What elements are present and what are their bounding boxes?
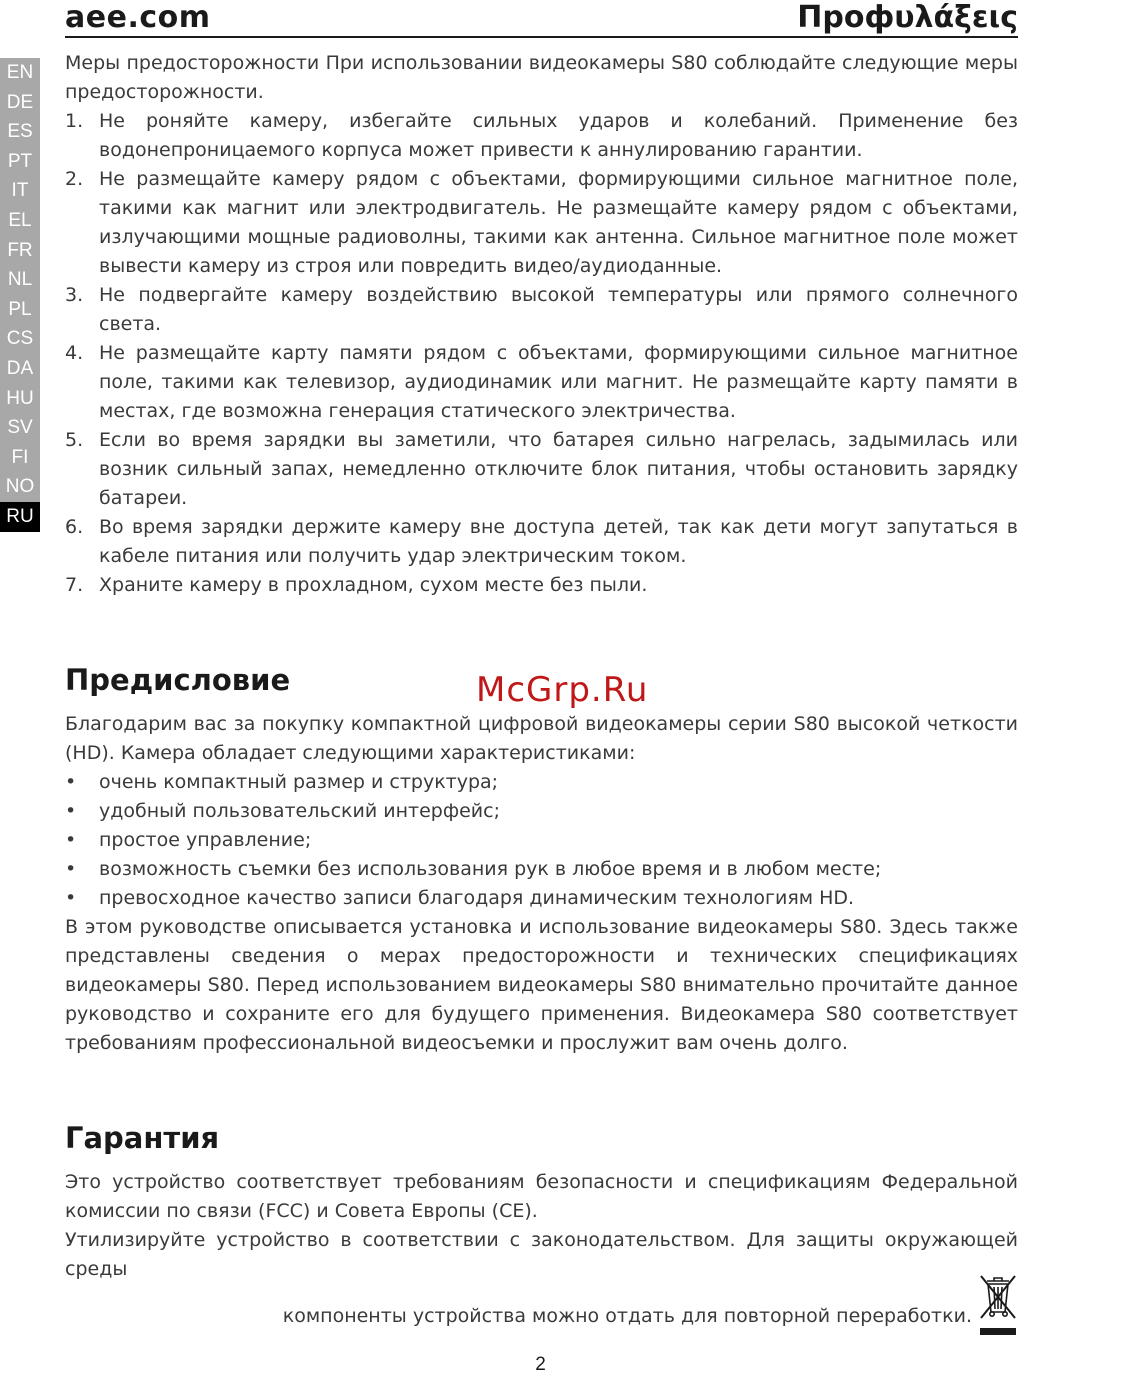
list-item [65, 513, 1018, 571]
list-item [65, 797, 1018, 826]
preface-body: В этом руководстве описывается установка и использование видеокамеры S80. Здесь также представлены сведения о мерах предосторожности и технических спецификациях видеокамеры S80. Перед использованием видеокамеры S80 внимательно прочитайте данное руководство и сохраните его для будущего применения. Видеокамера S80 соответствует требованиям профессиональной видеосъемки и прослужит вам очень долго. [65, 916, 1018, 1054]
warranty-paragraph-2: Утилизируйте устройство в соответствии с законодательством. Для защиты окружающей среды [65, 1229, 1018, 1280]
bullet-icon: • [65, 887, 77, 909]
language-tabs [0, 58, 40, 532]
list-item [65, 884, 1018, 913]
lang-tab-nl[interactable]: NL [0, 265, 40, 295]
item-text: Если во время зарядки вы заметили, что батарея сильно нагрелась, задымилась или возник сильный запах, немедленно отключите блок питания, чтобы остановить зарядку батареи. [99, 429, 1018, 509]
preface-intro: Благодарим вас за покупку компактной цифровой видеокамеры серии S80 высокой четкости (HD). Камера обладает следующими характеристиками: [65, 713, 1018, 764]
lang-tab-da[interactable]: DA [0, 354, 40, 384]
item-number: 2. [65, 168, 84, 190]
lang-tab-fi[interactable]: FI [0, 443, 40, 473]
lang-tab-cs[interactable]: CS [0, 324, 40, 354]
header-divider [65, 36, 1018, 38]
list-item [65, 768, 1018, 797]
bullet-icon: • [65, 858, 77, 880]
bullet-icon: • [65, 829, 77, 851]
bullet-text: очень компактный размер и структура; [99, 771, 499, 793]
item-number: 7. [65, 574, 84, 596]
precautions-list [65, 107, 1018, 600]
list-item [65, 826, 1018, 855]
item-number: 1. [65, 110, 84, 132]
item-number: 3. [65, 284, 84, 306]
item-text: Не роняйте камеру, избегайте сильных ударов и колебаний. Применение без водонепроницаемого корпуса может привести к аннулированию гарантии. [99, 110, 1018, 161]
list-item [65, 165, 1018, 281]
page-number: 2 [535, 1354, 546, 1375]
lang-tab-pt[interactable]: PT [0, 147, 40, 177]
lang-tab-hu[interactable]: HU [0, 384, 40, 414]
warranty-paragraph-1: Это устройство соответствует требованиям безопасности и спецификациям Федеральной комиссии по связи (FCC) и Совета Европы (CE). [65, 1171, 1018, 1222]
lang-tab-de[interactable]: DE [0, 88, 40, 118]
precautions-intro: Меры предосторожности При использовании видеокамеры S80 соблюдайте следующие меры предосторожности. [65, 52, 1018, 103]
lang-tab-pl[interactable]: PL [0, 295, 40, 325]
lang-tab-fr[interactable]: FR [0, 236, 40, 266]
list-item [65, 281, 1018, 339]
preface-heading: Предисловие [65, 663, 291, 697]
item-text: Храните камеру в прохладном, сухом месте без пыли. [99, 574, 648, 596]
bullet-text: превосходное качество записи благодаря динамическим технологиям HD. [99, 887, 855, 909]
watermark: McGrp.Ru [476, 670, 649, 710]
item-number: 4. [65, 342, 84, 364]
list-item [65, 571, 1018, 600]
list-item [65, 855, 1018, 884]
recycle-line [65, 1302, 1018, 1331]
item-number: 5. [65, 429, 84, 451]
weee-crossed-bin-icon [978, 1272, 1018, 1344]
lang-tab-en[interactable]: EN [0, 58, 40, 88]
item-number: 6. [65, 516, 84, 538]
lang-tab-es[interactable]: ES [0, 117, 40, 147]
lang-tab-ru[interactable]: RU [0, 502, 40, 532]
lang-tab-it[interactable]: IT [0, 176, 40, 206]
list-item [65, 107, 1018, 165]
lang-tab-no[interactable]: NO [0, 472, 40, 502]
item-text: Не размещайте карту памяти рядом с объектами, формирующими сильное магнитное поле, такими как телевизор, аудиодинамик или магнит. Не размещайте карту памяти в местах, где возможна генерация статического электричества. [99, 342, 1018, 422]
bullet-text: возможность съемки без использования рук в любое время и в любом месте; [99, 858, 882, 880]
preface-bullets [65, 768, 1018, 913]
bullet-text: простое управление; [99, 829, 312, 851]
bullet-icon: • [65, 800, 77, 822]
brand-logo: aee.com [65, 0, 211, 35]
item-text: Не подвергайте камеру воздействию высокой температуры или прямого солнечного света. [99, 284, 1018, 335]
bullet-text: удобный пользовательский интерфейс; [99, 800, 500, 822]
lang-tab-el[interactable]: EL [0, 206, 40, 236]
item-text: Во время зарядки держите камеру вне доступа детей, так как дети могут запутаться в кабеле питания или получить удар электрическим током. [99, 516, 1018, 567]
section-title: Профυλάξεις [797, 0, 1018, 35]
warranty-heading: Гарантия [65, 1121, 220, 1155]
list-item [65, 339, 1018, 426]
lang-tab-sv[interactable]: SV [0, 413, 40, 443]
list-item [65, 426, 1018, 513]
warranty-paragraph-3: компоненты устройства можно отдать для повторной переработки. [282, 1305, 972, 1327]
bullet-icon: • [65, 771, 77, 793]
item-text: Не размещайте камеру рядом с объектами, формирующими сильное магнитное поле, такими как магнит или электродвигатель. Не размещайте камеру рядом с объектами, излучающими мощные радиоволны, такими как антенна. Сильное магнитное поле может вывести камеру из строя или повредить видео/аудиоданные. [99, 168, 1018, 277]
